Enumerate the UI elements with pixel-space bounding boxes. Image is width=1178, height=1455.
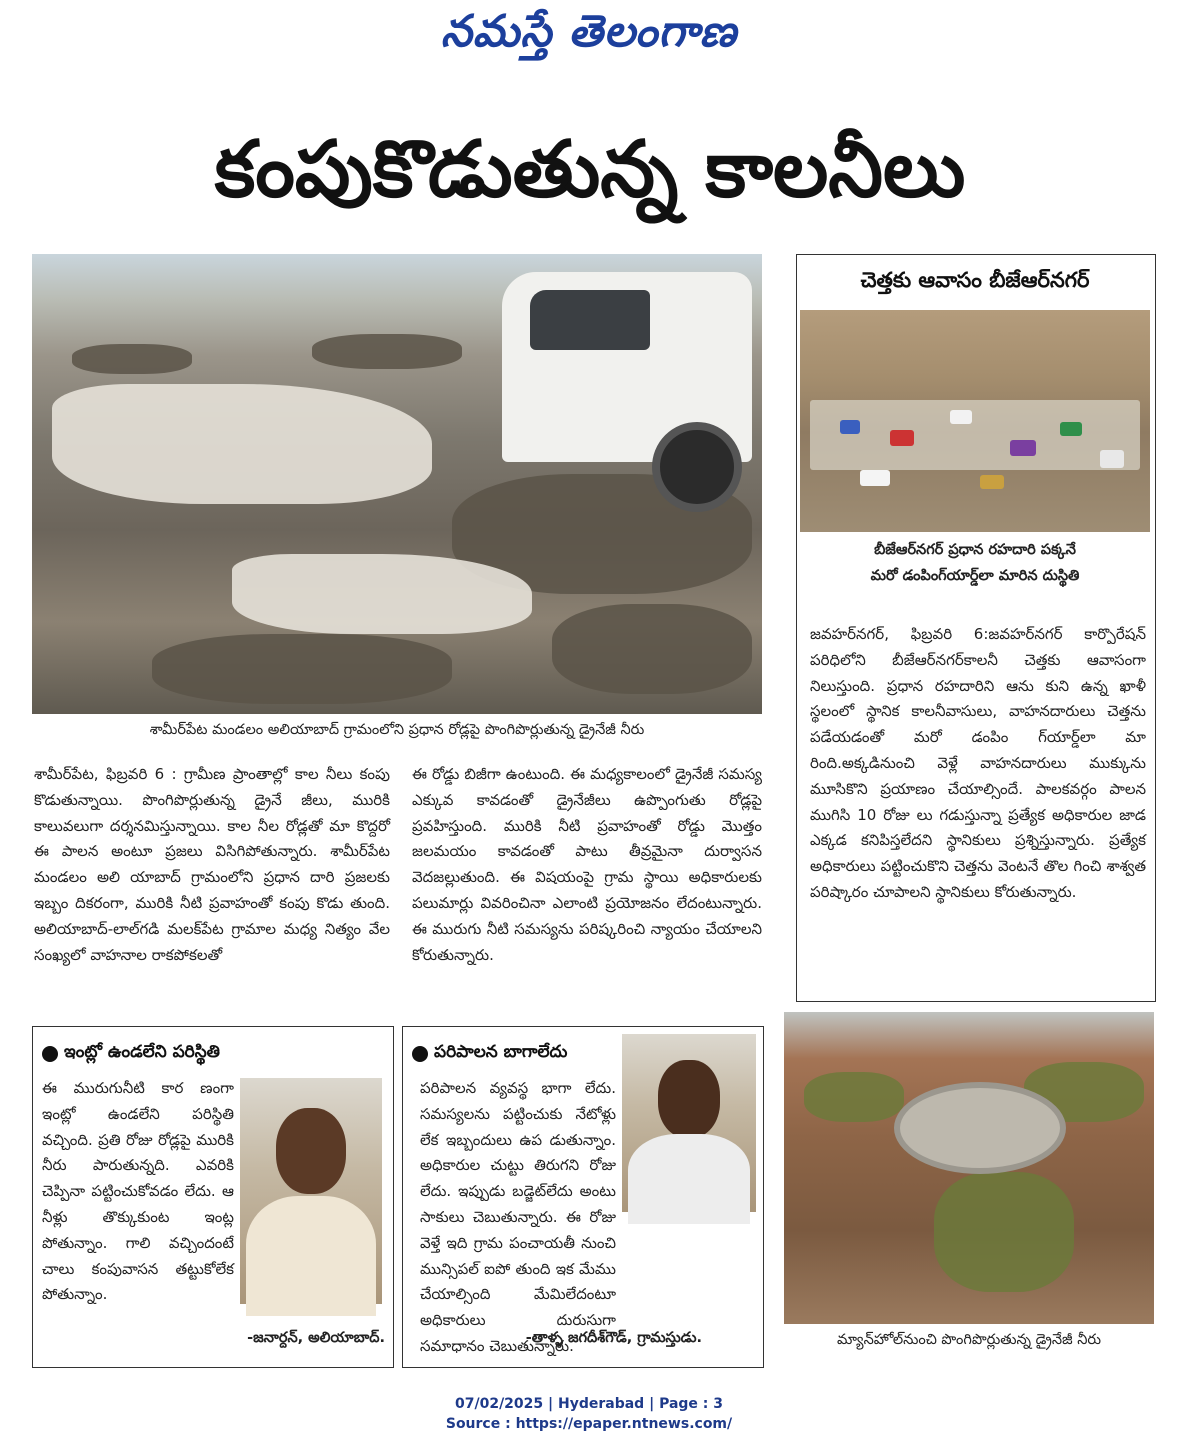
garbage-photo-caption-line-2: మరో డంపింగ్‌యార్డ్‌లా మారిన దుస్థితి bbox=[870, 568, 1080, 584]
footer-source[interactable]: Source : https://epaper.ntnews.com/ bbox=[445, 1416, 733, 1432]
manhole-lid bbox=[894, 1082, 1066, 1174]
garbage-dump-photo bbox=[800, 310, 1150, 532]
quote-2-title: పరిపాలన బాగాలేదు bbox=[434, 1042, 568, 1062]
side-box-title: చెత్తకు ఆవాసం బీజేఆర్‌నగర్‌ bbox=[860, 268, 1090, 292]
footer-date-edition: 07/02/2025 | Hyderabad | Page : 3 bbox=[454, 1396, 724, 1412]
headline: కంపుకొడుతున్న కాలనీలు bbox=[214, 125, 966, 215]
masthead-logo: నమస్తే తెలంగాణ bbox=[440, 6, 738, 57]
garbage-photo-caption-line-1: బీజేఆర్‌నగర్‌ ప్రధాన రహదారి పక్కనే bbox=[874, 542, 1076, 558]
main-photo-caption: శామీర్‌పేట మండలం అలియాబాద్‌ గ్రామంలోని ప్రధాన రోడ్లపై పొంగిపొర్లుతున్న డ్రైనేజీ నీరు bbox=[149, 722, 645, 738]
manhole-photo-caption: మ్యాన్‌హోల్‌నుంచి పొంగిపొర్లుతున్న డ్రైనేజీ నీరు bbox=[836, 1332, 1102, 1348]
side-box-article: జవహర్‌నగర్‌, ఫిబ్రవరి 6:జవహర్‌నగర్‌ కార్పొరేషన్‌ పరిధిలోని బీజేఆర్‌నగర్‌కాలనీ చెత్తకు ఆవాసంగా నిలుస్తుంది. ప్రధాన రహదారిని ఆను కుని ఉన్న ఖాళీ స్థలంలో స్థానిక కాలనీవాసులు, వాహనదారులు చెత్తను పడేయడంతో మరో డంపిం గ్‌యార్డ్‌లా మా రింది.అక్కడినుంచి వెళ్లే వాహనదారులు ముక్కును మూసికొని ప్రయాణం చేయాల్సిందే. పాలకవర్గం పాలన ముగిసి 10 రోజు లు గడుస్తున్నా ప్రత్యేక అధికారుల జాడ ఎక్కడ కనిపిస్తలేదని స్థానికులు ప్రశ్నిస్తున్నారు. ప్రత్యేక అధికారులు పట్టించుకొని చెత్తను వెంటనే తొల గించి శాశ్వత పరిష్కారం చూపాలని స్థానికులు కోరుతున్నారు. bbox=[810, 625, 1146, 901]
main-article-column-2: ఈ రోడ్డు బిజీగా ఉంటుంది. ఈ మధ్యకాలంలో డ్రైనేజీ సమస్య ఎక్కువ కావడంతో డ్రైనేజీలు ఉప్పొంగుతు రోడ్లపై ప్రవహిస్తుంది. మురికి నీటి ప్రవాహంతో రోడ్డు మొత్తం జలమయం కావడంతో పాటు తీవ్రమైనా దుర్వాసన వెదజల్లుతుంది. ఈ విషయంపై గ్రామ స్థాయి అధికారులకు పలుమార్లు వివరించినా ఎలాంటి ప్రయోజనం లేదంటున్నారు. ఈ మురుగు నీటి సమస్యను పరిష్కరించి న్యాయం చేయాలని కోరుతున్నారు. bbox=[412, 765, 762, 964]
portrait-janardhan bbox=[240, 1078, 382, 1304]
main-photo-road-drainage bbox=[32, 254, 762, 714]
quote-1-title: ఇంట్లో ఉండలేని పరిస్థితి bbox=[64, 1042, 220, 1062]
manhole-photo bbox=[784, 1012, 1154, 1324]
quote-2-text: పరిపాలన వ్యవస్థ భాగా లేదు. సమస్యలను పట్టించుకు నేటోళ్లు లేక ఇబ్బందులు ఉప డుతున్నాం. అధికారుల చుట్టు తిరుగని రోజు లేదు. ఇప్పుడు బడ్జెట్‌లేదు అంటు సాకులు చెబుతున్నారు. ఈ రోజు వెళ్తే ఇది గ్రామ పంచాయతీ నుంచి మున్సిపల్‌ ఐపో తుంది ఇక మేము చేయాల్సింది మేమిలేదంటూ అధికారులు దురుసుగా సమాధానం చెబుతున్నారు. bbox=[420, 1079, 616, 1355]
quote-1-signature: -జనార్దన్‌, అలియాబాద్‌. bbox=[247, 1330, 385, 1346]
bullet-icon bbox=[412, 1046, 428, 1062]
bullet-icon bbox=[42, 1046, 58, 1062]
main-article-column-1: శామీర్‌పేట, ఫిబ్రవరి 6 : గ్రామీణ ప్రాంతాల్లో కాల నీలు కంపు కొడుతున్నాయి. పొంగిపొర్లుతున్న డ్రైనే జీలు, మురికి కాలువలుగా దర్శనమిస్తున్నాయి. కాల నీల రోడ్లతో మా కొద్దరో ఈ పాలన అంటూ ప్రజలు విసిగిపోతున్నారు. శామీర్‌పేట మండలం అలి యాబాద్‌ గ్రామంలోని ప్రధాన దారి ప్రజలకు ఇబ్బం దికరంగా, మురికి నీటి ప్రవాహంతో కంపు కొడు తుంది. అలియాబాద్‌-లాల్‌గడి మలక్‌పేట గ్రామాల మధ్య నిత్యం వేల సంఖ్యలో వాహనాల రాకపోకలతో bbox=[34, 765, 390, 964]
portrait-jagadish-goud bbox=[622, 1034, 756, 1212]
quote-1-text: ఈ మురుగునీటి కార ణంగా ఇంట్లో ఉండలేని పరిస్థితి వచ్చింది. ప్రతి రోజు రోడ్లపై మురికి నీరు పారుతున్నది. ఎవరికి చెప్పినా పట్టించుకోవడం లేదు. ఆ నీళ్లు తొక్కుకుంట ఇంట్ల పోతున్నాం. గాలి వచ్చిందంటే చాలు కంపువాసన తట్టుకోలేక పోతున్నాం. bbox=[42, 1079, 234, 1304]
van bbox=[502, 272, 752, 462]
quote-2-signature: -తాళ్ళ జగదీశ్‌గౌడ్‌, గ్రామస్తుడు. bbox=[525, 1330, 702, 1346]
